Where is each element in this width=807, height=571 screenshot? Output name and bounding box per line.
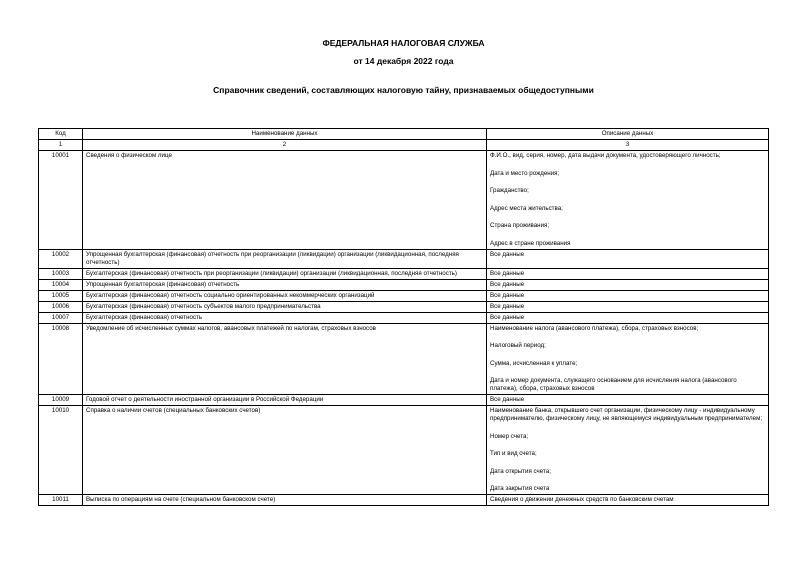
- row-data-name: Годовой отчет о деятельности иностранной организации в Российской Федерации: [83, 395, 487, 406]
- row-code: 10010: [39, 406, 83, 495]
- column-number-row: [39, 140, 769, 151]
- document-date: от 14 декабря 2022 года: [353, 56, 454, 66]
- row-data-name: Бухгалтерская (финансовая) отчетность социально ориентированных некоммерческих организаций: [83, 290, 487, 301]
- row-data-name: Бухгалтерская (финансовая) отчетность при реорганизации (ликвидации) организации (ликвидационная, последняя отчетность): [83, 268, 487, 279]
- description-line: Дата и номер документа, служащего основанием для исчисления налога (авансового платежа), сбора, страховых взносов: [490, 377, 737, 392]
- row-data-description: [487, 249, 769, 268]
- row-data-description: [487, 301, 769, 312]
- description-line: Адрес в стране проживания: [490, 239, 571, 247]
- document-subtitle: Справочник сведений, составляющих налоговую тайну, признаваемых общедоступными: [213, 85, 594, 95]
- row-code: 10008: [39, 323, 83, 395]
- description-line: Все данные: [490, 302, 525, 310]
- description-line: Все данные: [490, 250, 525, 258]
- row-data-description: [487, 268, 769, 279]
- column-header-name: Наименование данных: [83, 129, 487, 140]
- row-code: 10004: [39, 279, 83, 290]
- description-line: Все данные: [490, 313, 525, 321]
- row-data-description: [487, 395, 769, 406]
- column-number: 2: [83, 140, 487, 151]
- row-data-description: [487, 406, 769, 495]
- row-code: 10005: [39, 290, 83, 301]
- table-row: [39, 395, 769, 406]
- description-line: Все данные: [490, 280, 525, 288]
- row-code: 10007: [39, 312, 83, 323]
- row-data-name: Сведения о физическом лице: [83, 151, 487, 250]
- reference-table: [38, 128, 769, 506]
- row-code: 10009: [39, 395, 83, 406]
- description-line: Наименование банка, открывшего счет организации, физическому лицу - индивидуальному предпринимателю, физическому лицу, не являющемуся индивидуальным предпринимателем;: [490, 407, 763, 422]
- description-line: Ф.И.О., вид, серия, номер, дата выдачи документа, удостоверяющего личность;: [490, 152, 721, 159]
- row-code: 10002: [39, 249, 83, 268]
- table-row: [39, 268, 769, 279]
- row-data-name: Бухгалтерская (финансовая) отчетность: [83, 312, 487, 323]
- column-number: 1: [39, 140, 83, 151]
- row-code: 10006: [39, 301, 83, 312]
- row-data-name: Выписка по операциям на счете (специальном банковском счете): [83, 495, 487, 506]
- description-line: Страна проживания;: [490, 222, 550, 229]
- row-code: 10003: [39, 268, 83, 279]
- description-line: Гражданство;: [490, 187, 529, 194]
- table-row: [39, 406, 769, 495]
- table-header-row: [39, 129, 769, 140]
- table-row: [39, 323, 769, 395]
- description-line: Тип и вид счета;: [490, 450, 537, 457]
- description-line: Сумма, исчисленная к уплате;: [490, 359, 578, 367]
- row-data-description: [487, 151, 769, 250]
- table-row: [39, 249, 769, 268]
- description-line: Дата закрытия счета: [490, 485, 550, 492]
- row-data-description: [487, 323, 769, 395]
- description-line: Дата открытия счета;: [490, 467, 551, 475]
- column-number: 3: [487, 140, 769, 151]
- row-data-name: Упрощенная бухгалтерская (финансовая) отчетность: [83, 279, 487, 290]
- description-line: Все данные: [490, 269, 525, 277]
- row-data-name: Справка о наличии счетов (специальных банковских счетов): [83, 406, 487, 495]
- agency-title: ФЕДЕРАЛЬНАЯ НАЛОГОВАЯ СЛУЖБА: [322, 38, 485, 48]
- description-line: Налоговый период;: [490, 342, 546, 349]
- description-line: Все данные: [490, 291, 525, 299]
- column-header-description: Описание данных: [487, 129, 769, 140]
- description-line: Наименование налога (авансового платежа), сбора, страховых взносов;: [490, 324, 699, 332]
- table-row: [39, 279, 769, 290]
- row-data-description: [487, 495, 769, 506]
- row-data-name: Бухгалтерская (финансовая) отчетность субъектов малого предпринимательства: [83, 301, 487, 312]
- description-line: Номер счета;: [490, 432, 529, 440]
- row-data-name: Упрощенная бухгалтерская (финансовая) отчетность при реорганизации (ликвидации) организации (ликвидационная, последняя отчетность): [83, 249, 487, 268]
- row-data-description: [487, 279, 769, 290]
- row-code: 10011: [39, 495, 83, 506]
- table-row: [39, 151, 769, 250]
- description-line: Все данные: [490, 396, 525, 403]
- description-line: Адрес места жительства;: [490, 204, 563, 212]
- column-header-code: Код: [39, 129, 83, 140]
- table-row: [39, 301, 769, 312]
- description-line: Дата и место рождения;: [490, 169, 560, 177]
- table-row: [39, 290, 769, 301]
- table-row: [39, 495, 769, 506]
- row-data-description: [487, 312, 769, 323]
- row-code: 10001: [39, 151, 83, 250]
- table-row: [39, 312, 769, 323]
- row-data-name: Уведомление об исчисленных суммах налогов, авансовых платежей по налогам, страховых взносов: [83, 323, 487, 395]
- row-data-description: [487, 290, 769, 301]
- description-line: Сведения о движении денежных средств по банковским счетам: [490, 496, 674, 503]
